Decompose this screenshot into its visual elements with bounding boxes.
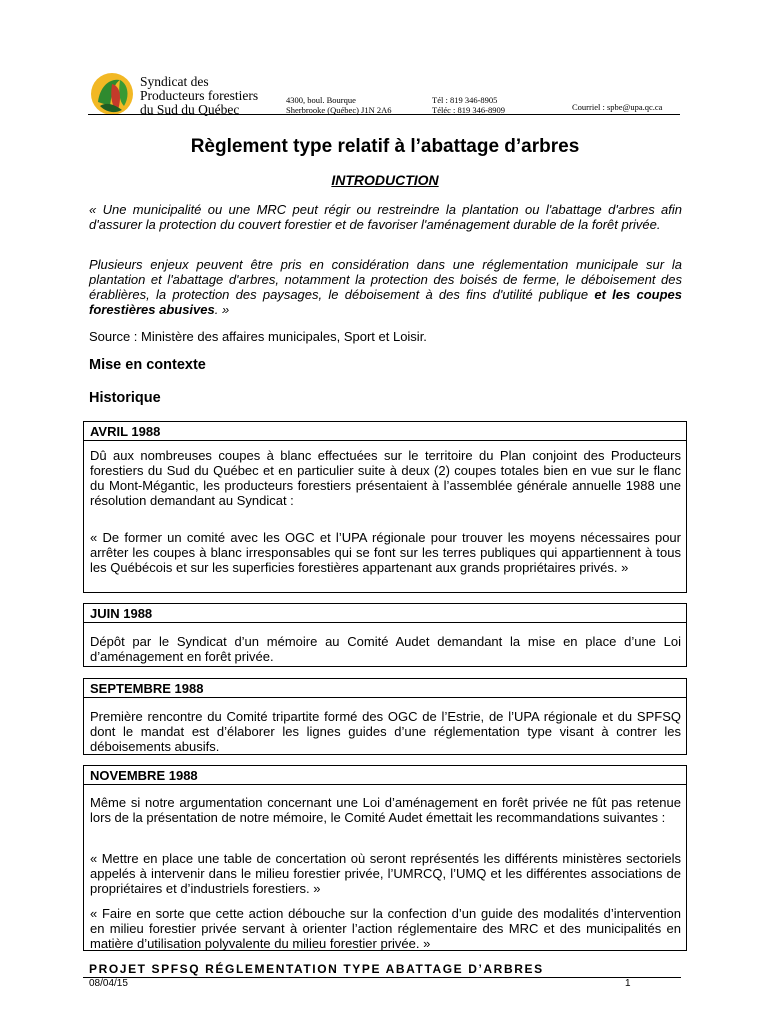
timeline-paragraph: Dépôt par le Syndicat d’un mémoire au Comité Audet demandant la mise en place d’une Loi d’aménagement en forêt privée. <box>90 634 681 664</box>
timeline-date-divider <box>84 697 686 698</box>
intro-paragraph-2-emphasis: et les coupes forestières abusives <box>89 287 682 317</box>
timeline-box-june-1988 <box>83 603 687 667</box>
timeline-box-november-1988 <box>83 765 687 951</box>
document-title: Règlement type relatif à l’abattage d’arbres <box>190 136 580 157</box>
timeline-date-divider <box>84 622 686 623</box>
intro-paragraph-2-text: Plusieurs enjeux peuvent être pris en considération dans une réglementation municipale sur la plantation et l'abattage d'arbres, notamment la protection des boisés de ferme, le déboisement des érablières, la protection des paysages, le déboisement à des fins d'utilité publique <box>89 257 682 302</box>
timeline-paragraph: Première rencontre du Comité tripartite formé des OGC de l’Estrie, de l’UPA régionale et du SPFSQ dont le mandat est d’élaborer les lignes guides d’une réglementation type visant à contrer les déboisements abusifs. <box>90 709 681 754</box>
timeline-date: NOVEMBRE 1988 <box>90 768 198 783</box>
timeline-date: AVRIL 1988 <box>90 424 161 439</box>
intro-paragraph-1: « Une municipalité ou une MRC peut régir ou restreindre la plantation ou l'abattage d'arbres afin d'assurer la protection du couvert forestier et de favoriser l'aménagement durable de la forêt privée. <box>89 202 682 232</box>
intro-paragraph-2-end: . » <box>214 302 230 317</box>
footer-date: 08/04/15 <box>89 978 128 989</box>
syndicate-logo-icon <box>90 72 134 116</box>
source-citation: Source : Ministère des affaires municipales, Sport et Loisir. <box>89 329 427 344</box>
introduction-heading: INTRODUCTION <box>331 172 439 188</box>
address-line2: Sherbrooke (Québec) J1N 2A6 <box>286 105 392 115</box>
org-name-line1: Syndicat des <box>140 74 209 89</box>
timeline-box-april-1988 <box>83 421 687 593</box>
footer-divider <box>83 977 681 978</box>
timeline-quote: « Mettre en place une table de concertation où seront représentés les différents ministères sectoriels appelés à intervenir dans le milieu forestier privée, l’UMRCQ, l’UMQ et les différentes associations de propriétaires et d’industriels forestiers. » <box>90 851 681 896</box>
timeline-box-september-1988 <box>83 678 687 755</box>
street-address <box>286 95 392 115</box>
footer-title: PROJET SPFSQ RÉGLEMENTATION TYPE ABATTAGE D’ARBRES <box>89 962 544 976</box>
phone-number: Tél : 819 346-8905 <box>432 95 498 105</box>
page-number: 1 <box>625 978 631 989</box>
timeline-date: JUIN 1988 <box>90 606 153 621</box>
fax-number: Téléc : 819 346-8909 <box>432 105 505 115</box>
timeline-paragraph: Dû aux nombreuses coupes à blanc effectuées sur le territoire du Plan conjoint des Producteurs forestiers du Sud du Québec et en particulier suite à deux (2) coupes totales bien en vue sur le flanc du Mont-Mégantic, les producteurs forestiers présentaient à l’assemblée générale annuelle 1988 une résolution demandant au Syndicat : <box>90 448 681 508</box>
org-name-line3: du Sud du Québec <box>140 102 240 117</box>
organization-name <box>140 75 258 117</box>
header-divider <box>88 114 680 115</box>
timeline-quote: « Faire en sorte que cette action débouche sur la confection d’un guide des modalités d’intervention en milieu forestier privée servant à orienter l’action réglementaire des MRC et des municipalités en matière d’utilisation polyvalente du milieu forestier privée. » <box>90 906 681 951</box>
timeline-date-divider <box>84 784 686 785</box>
org-name-line2: Producteurs forestiers <box>140 88 259 103</box>
timeline-date: SEPTEMBRE 1988 <box>90 681 204 696</box>
contact-numbers <box>432 95 505 115</box>
email-address: Courriel : spbe@upa.qc.ca <box>572 102 663 112</box>
address-line1: 4300, boul. Bourque <box>286 95 356 105</box>
timeline-date-divider <box>84 440 686 441</box>
timeline-paragraph: Même si notre argumentation concernant une Loi d’aménagement en forêt privée ne fût pas retenue lors de la présentation de notre mémoire, le Comité Audet émettait les recommandations suivantes : <box>90 795 681 825</box>
section-heading-history: Historique <box>89 390 161 406</box>
section-heading-context: Mise en contexte <box>89 357 206 373</box>
timeline-quote: « De former un comité avec les OGC et l’UPA régionale pour trouver les moyens nécessaires pour arrêter les coupes à blanc irresponsables qui se font sur les terres publiques qui appartiennent à tous les Québécois et sur les superficies forestières appartenant aux grands propriétaires privés. » <box>90 530 681 575</box>
intro-paragraph-2 <box>89 257 682 317</box>
